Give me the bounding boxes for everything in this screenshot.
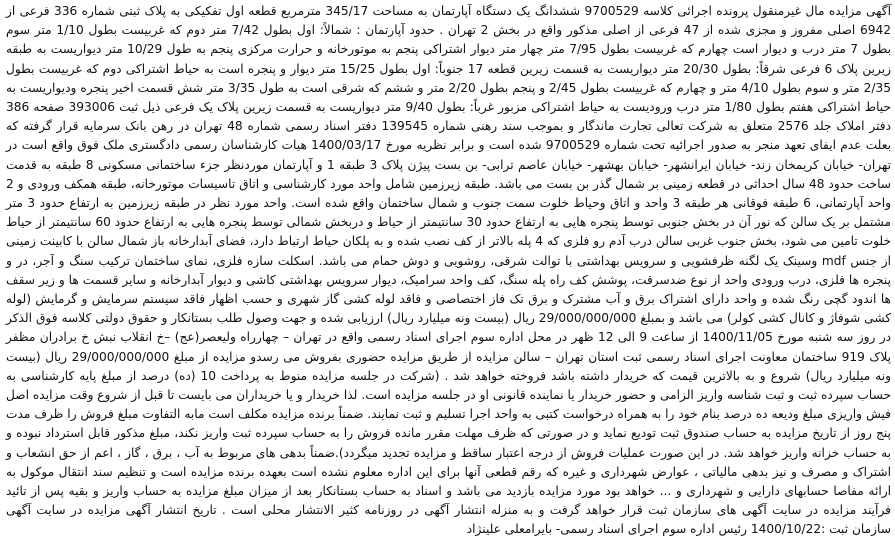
auction-notice-text: آگهی مزایده مال غیرمنقول پرونده اجرائی کلاسه 9700529 ششدانگ یک دستگاه آپارتمان به مساحت 345/17 مترمربع قطعه اول تفکیکی به پلاک ثبتی شماره 336 فرعی از 6942 اصلی مفروز و مجزی شده از 47 فرعی از اصلی مذکور واقع در بخش 2 تهران . حدود آپارتمان : شمالاً: اول بطول 7/42 متر دوم که غربیست بطول 1/10 متر سوم بطول 7 متر درب و دیوار است چهارم که غربیست بطول 7/95 متر چهار متر دیوار اشتراکی پنجم به موتورخانه و حرارت مرکزی پنجم به طول 10/29 متر دیواریست به طبقه زیرین پلاک 6 فرعی شرقاً: بطول 20/30 متر دیواریست به قسمت زیرین قطعه 17 جنوباً: اول بطول 15/25 متر دیوار و پنجره است به حیاط اشتراکی دوم که غربیست بطول 2/35 متر و سوم بطول 4/10 متر و چهارم که غربیست بطول 2/45 و پنجم بطول 2/20 متر و ششم که شرقی است به طول 3/35 متر شش قسمت اخیر پنجره ودیواریست به حیاط اشتراکی هفتم بطول 1/80 متر درب ورودیست به حیاط اشتراکی مزبور غرباً: بطول 9/40 متر دیواریست به قسمت زیرین پلاک یک فرعی ذیل ثبت 393006 صفحه 386 دفتر املاک جلد 2576 متعلق به شرکت تعالی تجارت ماندگار و بموجب سند رهنی شماره 139545 دفتر اسناد رسمی شماره 48 تهران در رهن بانک سرمایه قرار گرفته که بعلت عدم ایفای تعهد منجر به صدور اجرائیه تحت شماره 9700529 شده است و برابر نظریه مورخ 1400/03/17 هیات کارشناسان رسمی دادگستری ملک فوق واقع است در تهران- خیابان کریمخان زند- خیابان ایرانشهر- خیابان بهشهر- خیابان عاصم ترابی- بن بست پیژن پلاک 3 طبقه 1 و آپارتمان موردنظر جزء ساختمانی مسکونی 8 طبقه به قدمت ساخت حدود 48 سال احداثی در قطعه زمینی بر شمال گذر بن بست می باشد. طبقه زیرزمین شامل واحد مورد کارشناسی و اتاق تاسیسات موتورخانه، طبقه همکف ورودی و 2 واحد آپارتمانی، 6 طبقه فوقانی هر طبقه 3 واحد و اتاق وحیاط خلوت سمت جنوب و شمال ساختمان واقع شده است. واحد مورد نظر در طبقه زیرزمین به ارتفاع حدود 3 متر مشتمل بر یک سالن که نور آن در بخش جنوبی توسط پنجره هایی به ارتفاع حدود 30 سانتیمتر از حیاط و دربخش شمالی توسط پنجره هایی به ارتفاع حدود 60 سانتیمتر از حیاط خلوت تامین می شود، بخش جنوب غربی سالن درب آدم رو فلزی که 4 پله بالاتر از کف نصب شده و به پلکان حیاط ارتباط دارد، فضای آبدارخانه باز شمال سالن با کابینت زمینی از جنس mdf وسینک یک لگنه ظرفشویی و سرویس بهداشتی با توالت شرقی، روشویی و دوش حمام می باشد. اسکلت سازه فلزی، نمای ساختمان ترکیب سنگ و آجر، در و پنجره ها فلزی، درب ورودی واحد از نوع ضدسرقت، پوشش کف راه پله سنگ، کف واحد سرامیک، دیوار سرویس بهداشتی کاشی و دیوار آبدارخانه و سایر قسمت ها و زیر سقف ها اندود گچی رنگ شده و واحد دارای اشتراک برق و آب مشترک و برق تک فاز اختصاصی و فاقد لوله کشی گاز شهری و حسب اظهار فاقد سیستم سرمایش و گرمایش (لوله کشی شوفاژ و کانال کشی کولر) می باشد و بمبلغ 29/000/000/000 ریال (بیست ونه میلیارد ریال) ارزیابی شده و جهت وصول طلب بستانکار و حقوق دولتی کلاسه فوق الذکر در روز سه شنبه مورخ 1400/11/05 از ساعت 9 الی 12 ظهر در محل اداره سوم اجرای اسناد رسمی واقع در تهران – چهارراه ولیعصر(عج) –خ انقلاب نبش خ برادران مظفر پلاک 919 ساختمان معاونت اجرای اسناد رسمی ثبت استان تهران – سالن مزایده از طریق مزایده حضوری بفروش می رسدو مزایده از مبلغ 29/000/000/000 ریال (بیست ونه میلیارد ریال) شروع و به بالاترین قیمت که خریدار داشته باشد فروخته خواهد شد . (شرکت در جلسه مزایده منوط به پرداخت 10 (ده) درصد از مبلغ پایه کارشناسی به حساب سپرده ثبت و ثبت شناسه واریز الزامی و حضور خریدار یا نماینده قانونی او در جلسه مزایده است. لذا خریدار و یا خریداران می بایست تا قبل از شروع وقت مزایده اصل فیش واریزی مبلغ ودیعه ده درصد بنام خود را به همراه درخواست کتبی به واحد اجرا تسلیم و ثبت نمایند. ضمناً برنده مزایده مکلف است مابه التفاوت مبلغ فروش را ظرف مدت پنج روز از تاریخ مزایده به حساب صندوق ثبت تودیع نماید و در صورتی که ظرف مهلت مقرر مانده فروش را به حساب سپرده ثبت واریز نکند، مبلغ مذکور قابل استرداد نبوده و به حساب خزانه واریز خواهد شد. در این صورت عملیات فروش از درجه اعتبار ساقط و مزایده تجدید میگردد).ضمناً بدهی های مربوط به آب ، برق ، گاز ، اعم از حق انشعاب و اشتراک و مصرف و نیز بدهی مالیاتی ، عوارض شهرداری و غیره که رقم قطعی آنها برای این اداره معلوم نشده است بعهده برنده مزایده است و تنظیم سند انتقال موکول به ارائه مفاصا حسابهای دارایی و شهرداری و ... خواهد بود مورد مزایده بازدید می باشد و اسناد به حساب بستانکار بعد از میزان مبلغ مزایده به حساب واریز و بقیه پس از تائید فرآیند مزایده در سایت آگهی های سازمان ثبت قرار خواهد گرفت و به منزله انتشار آگهی در روزنامه کثیر الانتشار محلی است . تاریخ انتشار آگهی مزایده در سایت آگهی سازمان ثبت :1400/10/22 رئیس اداره سوم اجرای اسناد رسمی- بایرامعلی علینژاد bbox=[6, 4, 892, 537]
